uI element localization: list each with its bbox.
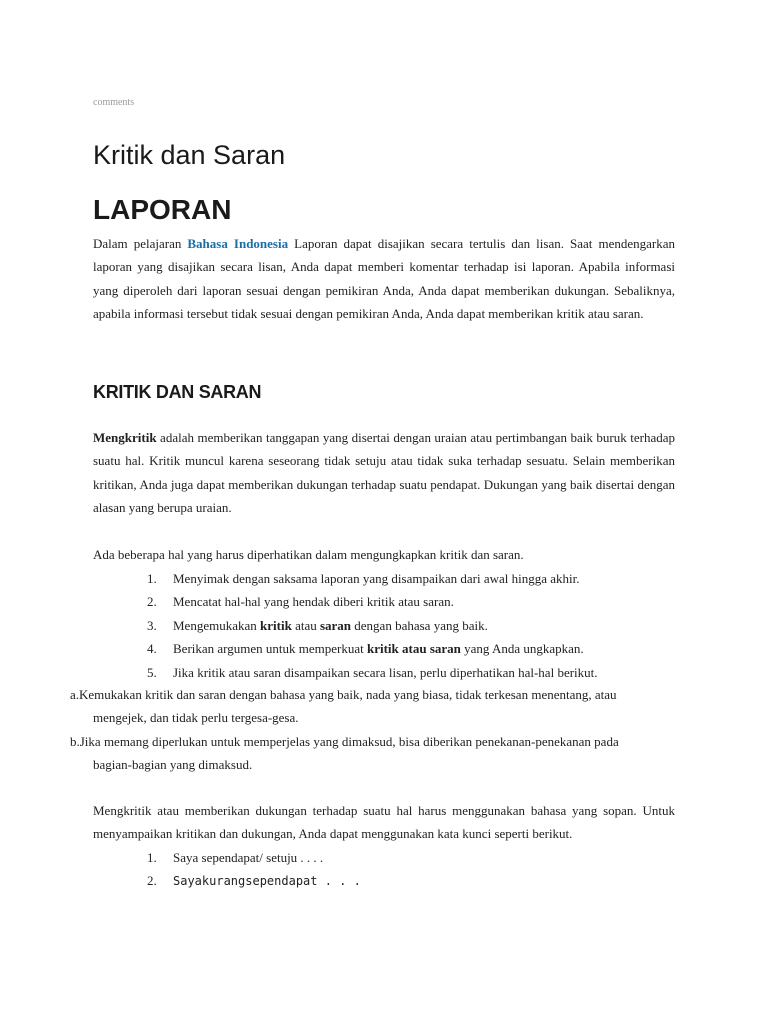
comments-label[interactable]: comments [93, 97, 135, 108]
list-text: Menyimak dengan saksama laporan yang disampaikan dari awal hingga akhir. [173, 571, 580, 586]
intro-text-after: Laporan dapat disajikan secara tertulis dan lisan. Saat mendengarkan laporan yang disajikan secara lisan, Anda dapat memberi komentar terhadap isi laporan. Apabila informasi yang diperoleh dari laporan sesuai dengan pemikiran Anda, Anda dapat memberikan dukungan. Sebaliknya, apabila informasi tersebut tidak sesuai dengan pemikiran Anda, Anda dapat memberikan kritik atau saran. [93, 236, 675, 322]
list-item [147, 661, 677, 684]
list-text: Mencatat hal-hal yang hendak diberi kritik atau saran. [173, 594, 454, 610]
list-number: 1. [147, 571, 157, 586]
list-item [147, 846, 677, 869]
phrases-list [147, 846, 677, 894]
list-number: 5. [147, 664, 157, 680]
list-text-mid: atau [291, 617, 320, 633]
list-bold-kritik-saran: kritik atau saran [366, 641, 461, 657]
list-bold-saran: saran [319, 617, 352, 633]
list-item [147, 614, 677, 637]
list-text-pre: Mengemukakan [173, 617, 261, 633]
list-text: Saya sependapat/ setuju . . . . [173, 850, 324, 865]
intro-paragraph [93, 232, 675, 326]
sub-item-a-line1: a.Kemukakan kritik dan saran dengan bahasa yang baik, nada yang biasa, tidak terkesan menentang, atau [70, 687, 617, 702]
list-number: 3. [147, 617, 157, 633]
section-heading: LAPORAN [93, 194, 232, 225]
critique-text: adalah memberikan tanggapan yang disertai dengan uraian atau pertimbangan baik buruk terhadap suatu hal. Kritik muncul karena seseorang tidak setuju atau tidak suka terhadap sesuatu. Selain memberikan kritikan, Anda juga dapat memberikan dukungan terhadap suatu pendapat. Dukungan yang baik disertai dengan alasan yang berupa uraian. [93, 430, 675, 516]
list-text-pre: Berikan argumen untuk memperkuat [173, 641, 367, 657]
list-item [147, 590, 677, 613]
page-title: Kritik dan Saran [93, 140, 286, 170]
list-item [147, 637, 677, 660]
closing-paragraph: Mengkritik atau memberikan dukungan terhadap suatu hal harus menggunakan bahasa yang sopan. Untuk menyampaikan kritikan dan dukungan, Anda dapat menggunakan kata kunci seperti berikut. [93, 803, 675, 842]
bahasa-indonesia-link[interactable]: Bahasa Indonesia [187, 236, 289, 251]
list-item [147, 567, 677, 590]
sub-item-b-line2: bagian-bagian yang dimaksud. [93, 757, 253, 773]
steps-list [147, 567, 677, 684]
critique-term: Mengkritik [93, 430, 157, 445]
subheading: KRITIK DAN SARAN [93, 382, 262, 402]
list-intro: Ada beberapa hal yang harus diperhatikan dalam mengungkapkan kritik dan saran. [93, 547, 524, 562]
list-text-post: yang Anda ungkapkan. [460, 641, 584, 657]
sub-item-a [70, 683, 675, 730]
sub-item-b [70, 730, 675, 777]
intro-text-before: Dalam pelajaran [93, 236, 188, 251]
sub-item-a-line2: mengejek, dan tidak perlu tergesa-gesa. [93, 710, 299, 726]
list-text: Jika kritik atau saran disampaikan secara lisan, perlu diperhatikan hal-hal berikut. [173, 664, 598, 680]
list-number: 4. [147, 641, 157, 657]
list-number: 1. [147, 850, 157, 865]
list-number: 2. [147, 873, 157, 889]
list-text: Sayakurangsependapat . . . [173, 874, 361, 889]
list-text-post: dengan bahasa yang baik. [351, 617, 488, 633]
sub-item-b-line1: b.Jika memang diperlukan untuk memperjelas yang dimaksud, bisa diberikan penekanan-penekanan pada [70, 734, 619, 749]
list-number: 2. [147, 594, 157, 610]
list-item [147, 869, 677, 893]
list-bold-kritik: kritik [260, 617, 292, 633]
critique-paragraph [93, 426, 675, 520]
